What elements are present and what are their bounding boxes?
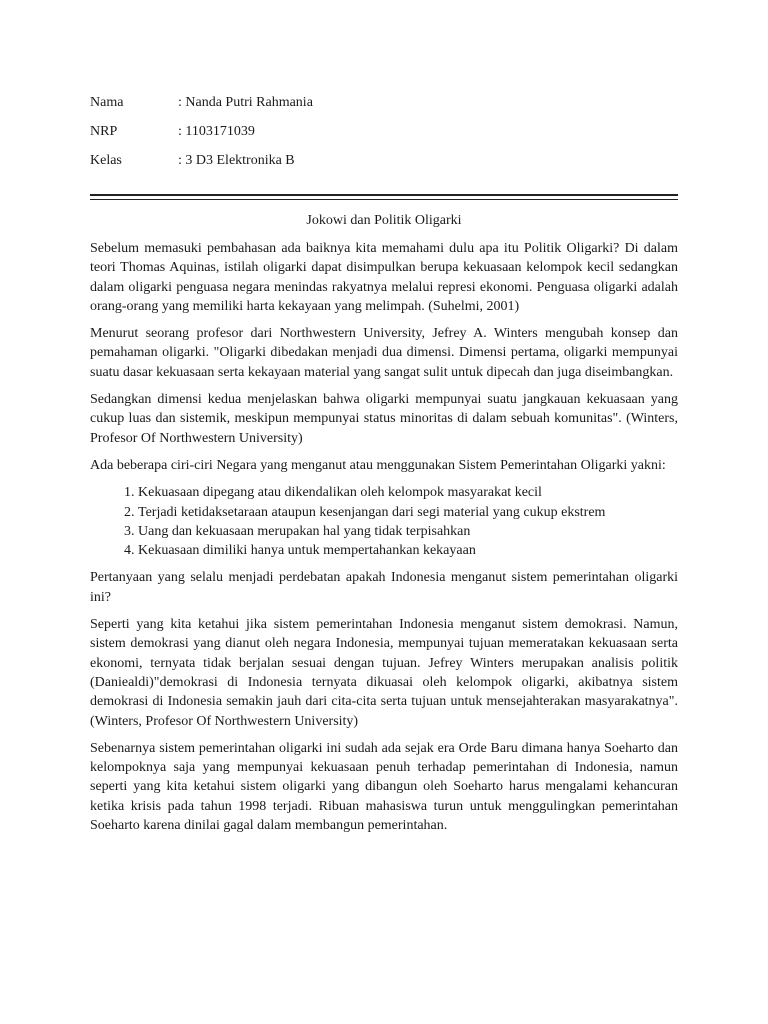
info-row-nama	[90, 92, 678, 113]
list-item: 2. Terjadi ketidaksetaraan ataupun kesenjangan dari segi material yang cukup ekstrem	[138, 503, 678, 522]
info-value: : Nanda Putri Rahmania	[178, 95, 313, 110]
paragraph: Ada beberapa ciri-ciri Negara yang menganut atau menggunakan Sistem Pemerintahan Oligarki yakni:	[90, 457, 666, 473]
paragraph: Sedangkan dimensi kedua menjelaskan bahwa oligarki mempunyai suatu jangkauan kekuasaan yang cukup luas dan sistemik, meskipun mempunyai status minoritas di dalam sebuah komunitas". (Winters, Profesor Of Northwestern University)	[90, 392, 678, 446]
list-item: 4. Kekuasaan dimiliki hanya untuk mempertahankan kekayaan	[138, 541, 678, 560]
info-row-nrp	[90, 121, 678, 142]
paragraph: Sebenarnya sistem pemerintahan oligarki ini sudah ada sejak era Orde Baru dimana hanya Soeharto dan kelompoknya saja yang mempunyai kekuasaan penuh terhadap pemerintahan di Indonesia, namun seperti yang kita ketahui sistem oligarki yang dibangun oleh Soeharto harus mengalami kehancuran ketika krisis pada tahun 1998 terjadi. Ribuan mahasiswa turun untuk menggulingkan pemerintahan Soeharto karena dinilai gagal dalam membangun pemerintahan.	[90, 740, 678, 834]
divider-line-thin	[90, 199, 678, 200]
paragraph: Sebelum memasuki pembahasan ada baiknya kita memahami dulu apa itu Politik Oligarki? Di dalam teori Thomas Aquinas, istilah oligarki dapat disimpulkan berupa kekuasaan kelompok kecil sedangkan dalam oligarki penguasa negara menindas rakyatnya melalui represi ekonomi. Penguasa oligarki adalah orang-orang yang memiliki harta kekayaan yang melimpah. (Suhelmi, 2001)	[90, 241, 678, 314]
info-value: : 3 D3 Elektronika B	[178, 153, 295, 168]
list-item: 1. Kekuasaan dipegang atau dikendalikan oleh kelompok masyarakat kecil	[138, 483, 678, 502]
list-item: 3. Uang dan kekuasaan merupakan hal yang tidak terpisahkan	[138, 522, 678, 541]
document-title: Jokowi dan Politik Oligarki	[306, 213, 462, 228]
paragraph: Seperti yang kita ketahui jika sistem pemerintahan Indonesia menganut sistem demokrasi. Namun, sistem demokrasi yang dianut oleh negara Indonesia, mempunyai tujuan memeratakan kekuasaan serta ekonomi, ternyata tidak berjalan sesuai dengan tujuan. Jefrey Winters merupakan analisis politik (Daniealdi)"demokrasi di Indonesia ternyata dikuasai oleh kelompok oligarki, akibatnya sistem demokrasi di Indonesia semakin jauh dari cita-cita serta tujuan untuk mensejahterakan masyarakatnya". (Winters, Profesor Of Northwestern University)	[90, 617, 678, 729]
document-page	[90, 92, 678, 843]
paragraph: Menurut seorang profesor dari Northwestern University, Jefrey A. Winters mengubah konsep dan pemahaman oligarki. "Oligarki dibedakan menjadi dua dimensi. Dimensi pertama, oligarki mempunyai suatu dasar kekuasaan serta kekayaan material yang sangat sulit untuk dipecah dan juga diseimbangkan.	[90, 326, 678, 380]
characteristics-list	[90, 483, 678, 560]
info-label: NRP	[90, 124, 118, 139]
info-row-kelas	[90, 150, 678, 171]
paragraph: Pertanyaan yang selalu menjadi perdebatan apakah Indonesia menganut sistem pemerintahan oligarki ini?	[90, 570, 678, 605]
info-label: Kelas	[90, 153, 122, 168]
info-label: Nama	[90, 95, 124, 110]
divider-line-thick	[90, 194, 678, 196]
info-value: : 1103171039	[178, 124, 255, 139]
header-divider	[90, 194, 678, 202]
